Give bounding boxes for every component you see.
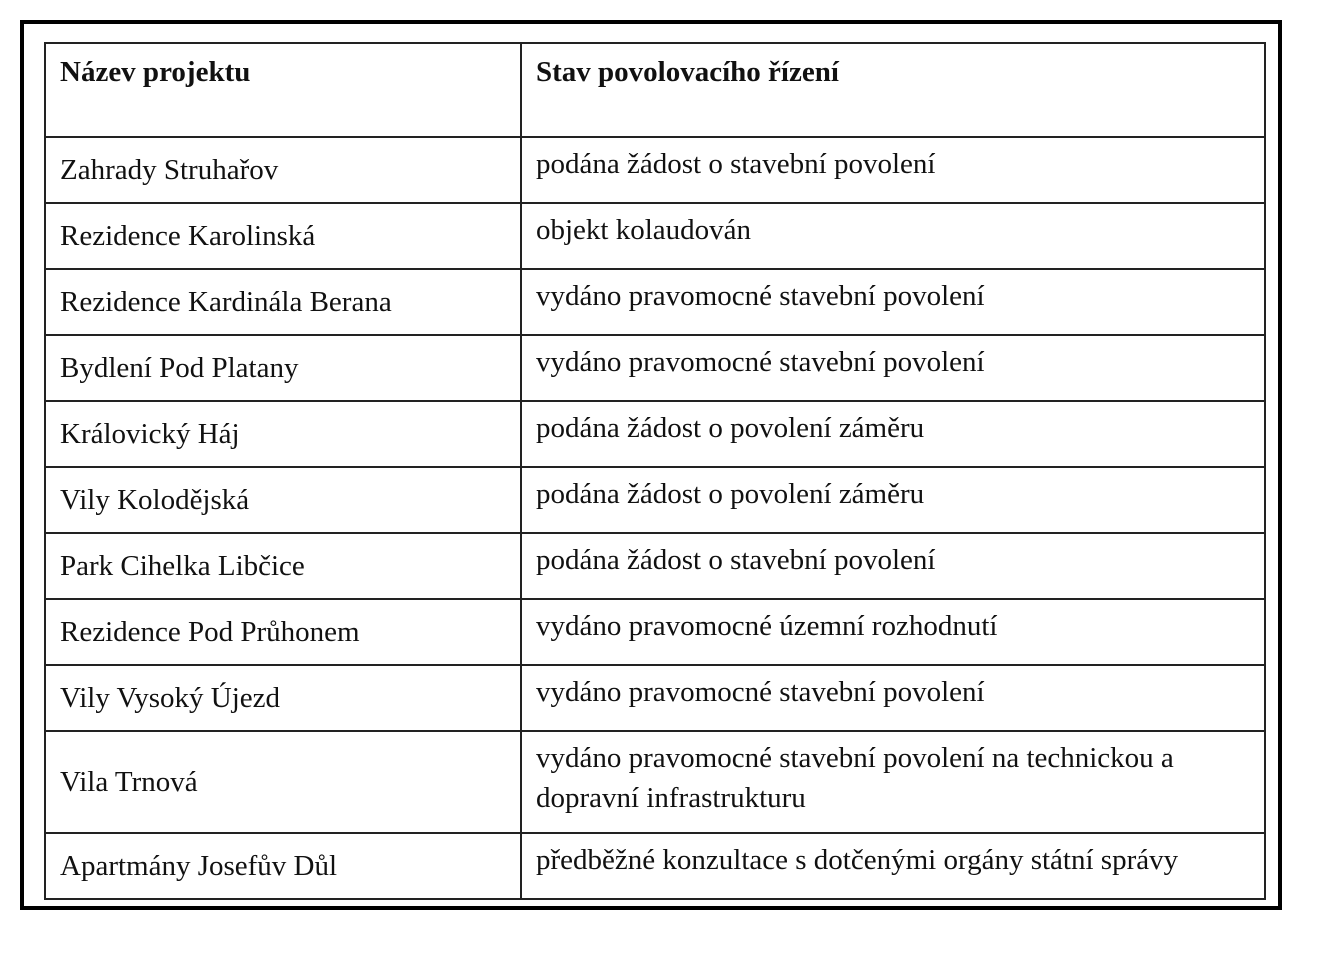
project-name-cell: Apartmány Josefův Důl <box>45 833 521 899</box>
project-name-cell: Rezidence Kardinála Berana <box>45 269 521 335</box>
table-row <box>45 665 1265 731</box>
permit-status-cell: podána žádost o povolení záměru <box>521 401 1265 467</box>
table-row <box>45 335 1265 401</box>
permit-status-cell: objekt kolaudován <box>521 203 1265 269</box>
project-name-cell: Královický Háj <box>45 401 521 467</box>
permit-status-cell: podána žádost o stavební povolení <box>521 137 1265 203</box>
table-row <box>45 467 1265 533</box>
table-row <box>45 599 1265 665</box>
permit-status-cell: vydáno pravomocné stavební povolení <box>521 335 1265 401</box>
project-name-cell: Rezidence Pod Průhonem <box>45 599 521 665</box>
permit-status-cell: podána žádost o povolení záměru <box>521 467 1265 533</box>
permit-status-cell: vydáno pravomocné stavební povolení <box>521 665 1265 731</box>
table-header-row <box>45 43 1265 137</box>
project-table <box>44 42 1266 900</box>
project-name-cell: Bydlení Pod Platany <box>45 335 521 401</box>
table-row <box>45 533 1265 599</box>
permit-status-cell: vydáno pravomocné stavební povolení na technickou a dopravní infrastrukturu <box>521 731 1265 833</box>
permit-status-cell: předběžné konzultace s dotčenými orgány státní správy <box>521 833 1265 899</box>
table-row <box>45 833 1265 899</box>
project-name-cell: Vila Trnová <box>45 731 521 833</box>
project-name-cell: Rezidence Karolinská <box>45 203 521 269</box>
table-row <box>45 731 1265 833</box>
table-row <box>45 137 1265 203</box>
column-header-project-name: Název projektu <box>45 43 521 137</box>
table-row <box>45 401 1265 467</box>
project-name-cell: Park Cihelka Libčice <box>45 533 521 599</box>
permit-status-cell: podána žádost o stavební povolení <box>521 533 1265 599</box>
table-row <box>45 269 1265 335</box>
permit-status-cell: vydáno pravomocné územní rozhodnutí <box>521 599 1265 665</box>
table-row <box>45 203 1265 269</box>
project-name-cell: Vily Vysoký Újezd <box>45 665 521 731</box>
project-name-cell: Zahrady Struhařov <box>45 137 521 203</box>
project-name-cell: Vily Kolodějská <box>45 467 521 533</box>
column-header-permit-status: Stav povolovacího řízení <box>521 43 1265 137</box>
permit-status-cell: vydáno pravomocné stavební povolení <box>521 269 1265 335</box>
